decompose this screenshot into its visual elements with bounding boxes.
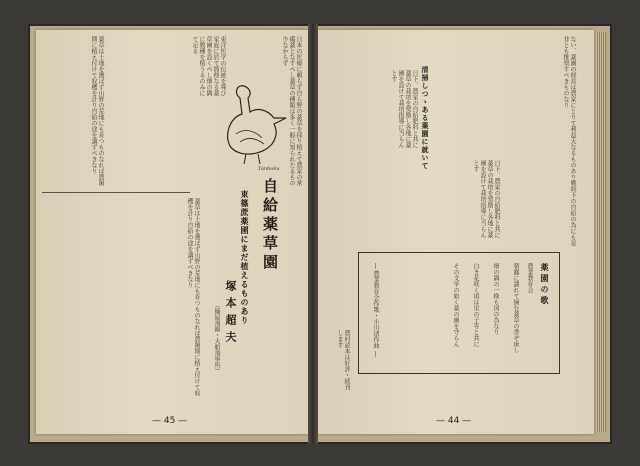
page-number-44: — 44 — <box>436 416 472 426</box>
book-spread <box>28 24 612 444</box>
right-body-mid: 日下、農家の自給肥料と共に薬草の栽培を奨励し各地に薬園を設けて栽培指導に当らんとす <box>472 160 500 238</box>
book-gutter <box>308 24 318 444</box>
article-subtitle: 東篠蔗薬圃にまだ植えるものあり <box>240 190 250 325</box>
left-body-top-mid: 東洋医学の伝統を尊び家庭に於て簡便なる薬草園を設くべし畑の隅に数種を植うるのみにて足る <box>191 36 226 96</box>
song-title: 薬園の歌 <box>540 263 550 307</box>
article-author: 塚本超夫 <box>224 280 237 348</box>
right-body-top-right: ない、薬園の経営は農家にとりて利益大なるものあり戦時下の自給の為にも是非とも推奨すべきものなり <box>562 36 576 246</box>
left-body-top-right: 日本の医療に頼らず自ら野の薬草を採り植えて農家の常備薬となすべし薬草の種類は多く一般に知られたるもの少なからず <box>281 36 302 186</box>
song-line-1: 朝露に濡れて摘む薬草の香ぞ床し <box>512 263 519 353</box>
notice-text: 農村読本は好評・続刊します <box>336 330 350 390</box>
author-note: （篠屋飛錦・大船飛寧所） <box>213 302 220 374</box>
right-page <box>318 30 594 434</box>
section-heading: 清掃しつゝある薬園に就いて <box>421 66 430 170</box>
song-footer: ― 農業教育会作歌・小川清作曲 ― <box>372 263 379 357</box>
article-title: 自給薬草園 <box>261 178 279 273</box>
left-page <box>36 30 308 434</box>
song-box <box>358 252 560 374</box>
song-line-4: その文字の如く薬の園を守らん <box>452 263 459 347</box>
page-edges <box>596 32 606 432</box>
right-body-top-left: 日下、農家の自給肥料と共に薬草の栽培を奨励し各地に薬園を設けて栽培指導に当らんとす <box>390 70 418 148</box>
bird-illustration-icon <box>216 78 296 168</box>
left-body-bottom: 薬草は土地を選ばず山野の荒地にも育つものなれば農閑期に植え付けて収穫を計り自給の途を講ずべきなり <box>186 198 200 396</box>
song-line-3: 白き花咲く頃は里の子等と共に <box>472 263 479 347</box>
song-line-2: 畑の隅の一株も国の為なり <box>492 263 499 335</box>
page-number-45: — 45 — <box>152 416 188 426</box>
left-divider <box>42 192 190 193</box>
song-author: 農業教育会 <box>526 263 533 293</box>
left-body-top-left: 薬草は土地を選ばず山野の荒地にも育つものなれば農閑期に植え付けて収穫を計り自給の途を講ずべきなり <box>90 36 104 186</box>
bird-caption: Tanboku <box>258 166 280 172</box>
